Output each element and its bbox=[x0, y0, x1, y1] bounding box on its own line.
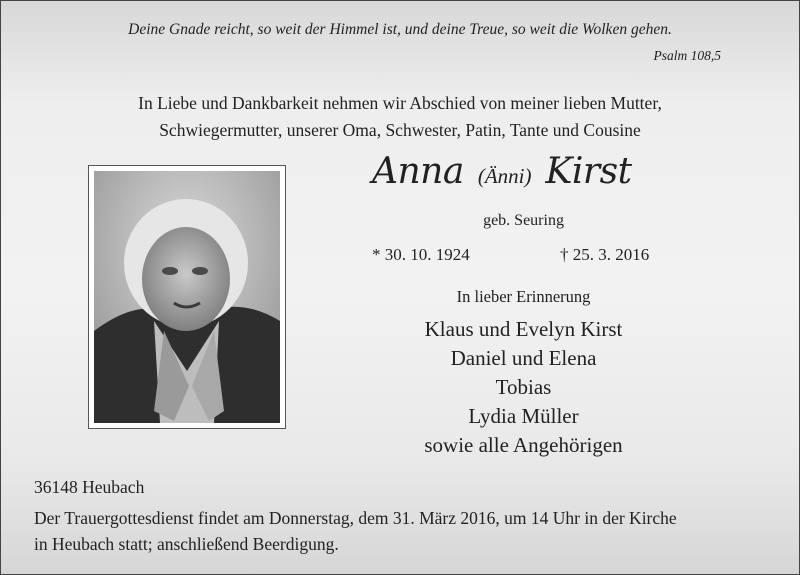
mourner-entry: Tobias bbox=[495, 375, 552, 399]
mourner-entry: Daniel und Elena bbox=[450, 346, 597, 370]
funeral-service-info bbox=[34, 505, 779, 557]
bible-verse-source: Psalm 108,5 bbox=[653, 48, 721, 63]
service-line: in Heubach statt; anschließend Beerdigung. bbox=[34, 534, 339, 554]
maiden-name: geb. Seuring bbox=[483, 212, 564, 229]
last-name: Kirst bbox=[545, 151, 632, 192]
farewell-intro-line: Schwiegermutter, unserer Oma, Schwester, Patin, Tante und Cousine bbox=[159, 120, 641, 140]
nickname: (Änni) bbox=[477, 164, 532, 188]
first-name: Anna bbox=[372, 151, 464, 192]
service-line: Der Trauergottesdienst findet am Donnerstag, dem 31. März 2016, um 14 Uhr in der Kirche bbox=[34, 508, 677, 528]
mourners-list bbox=[1, 315, 800, 460]
bible-verse: Deine Gnade reicht, so weit der Himmel ist, und deine Treue, so weit die Wolken gehen. bbox=[128, 21, 672, 38]
deceased-name bbox=[372, 151, 682, 192]
mourner-entry: Klaus und Evelyn Kirst bbox=[424, 317, 623, 341]
farewell-intro-line: In Liebe und Dankbarkeit nehmen wir Abschied von meiner lieben Mutter, bbox=[138, 93, 662, 113]
remembrance-heading: In lieber Erinnerung bbox=[456, 287, 591, 306]
farewell-intro bbox=[1, 90, 799, 144]
mourner-entry: Lydia Müller bbox=[468, 404, 579, 428]
city-address: 36148 Heubach bbox=[34, 477, 145, 497]
death-date: † 25. 3. 2016 bbox=[560, 245, 650, 264]
birth-date: * 30. 10. 1924 bbox=[372, 245, 470, 264]
mourner-entry: sowie alle Angehörigen bbox=[424, 433, 623, 457]
